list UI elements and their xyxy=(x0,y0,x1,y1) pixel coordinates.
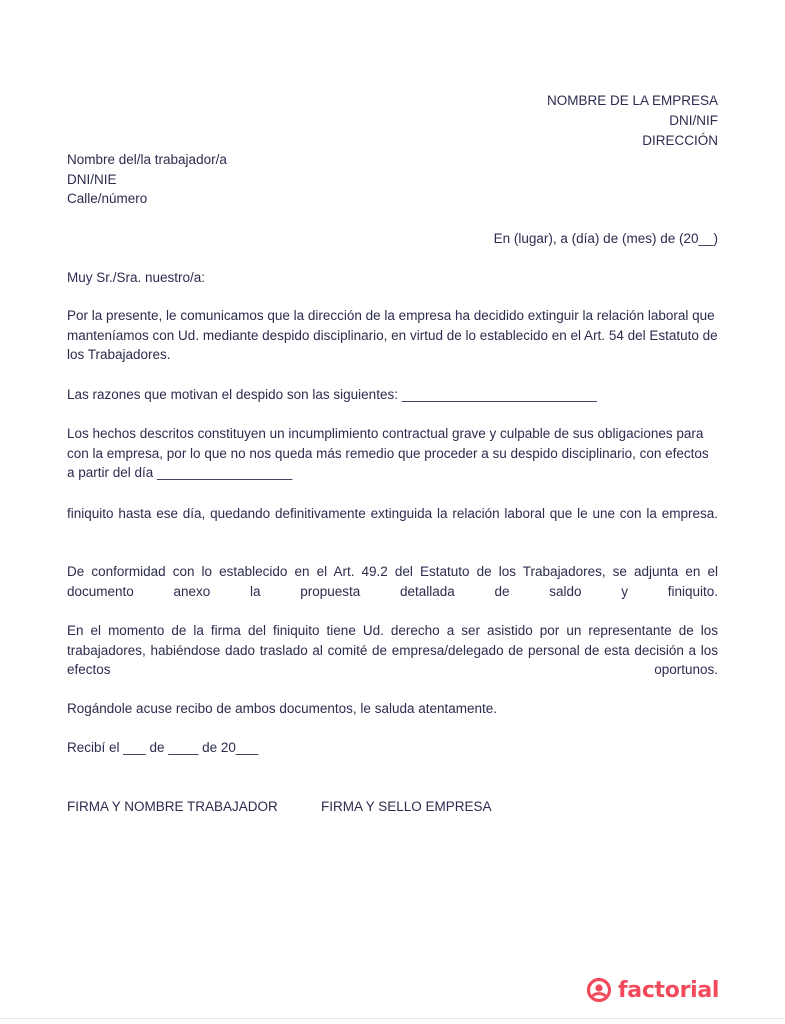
salutation: Muy Sr./Sra. nuestro/a: xyxy=(67,270,206,285)
worker-name: Nombre del/la trabajador/a xyxy=(67,152,227,167)
paragraph-reasons: Las razones que motivan el despido son las siguientes: __________________________ xyxy=(67,387,597,402)
company-address: DIRECCIÓN xyxy=(642,133,718,148)
paragraph-facts: Los hechos descritos constituyen un incumplimiento contractual grave y culpable de sus obligaciones para con la empresa, por lo que no nos queda más remedio que proceder a su despido disciplinario, con efectos a partir del día __________________ xyxy=(67,426,709,480)
paragraph-dismissal-notice: Por la presente, le comunicamos que la dirección de la empresa ha decidido extinguir la relación laboral que manteníamos con Ud. mediante despido disciplinario, en virtud de lo establecido en el Art. 54 del Estatuto de los Trabajadores. xyxy=(67,308,718,362)
factorial-logo-icon xyxy=(586,977,612,1003)
paragraph-representative: En el momento de la firma del finiquito tiene Ud. derecho a ser asistido por un representante de los trabajadores, habiéndose dado traslado al comité de empresa/delegado de personal de esta decisión a los efectos oportunos. xyxy=(67,623,718,677)
worker-street: Calle/número xyxy=(67,191,148,206)
receipt-line: Recibí el ___ de ____ de 20___ xyxy=(67,740,259,755)
bottom-divider xyxy=(0,1018,785,1019)
factorial-logo-text: factorial xyxy=(618,977,720,1003)
worker-id: DNI/NIE xyxy=(67,172,117,187)
company-id: DNI/NIF xyxy=(669,113,718,128)
company-name: NOMBRE DE LA EMPRESA xyxy=(546,93,718,108)
paragraph-annex: De conformidad con lo establecido en el Art. 49.2 del Estatuto de los Trabajadores, se adjunta en el documento anexo la propuesta detallada de saldo y finiquito. xyxy=(67,564,718,599)
factorial-logo xyxy=(586,974,719,1006)
date-line: En (lugar), a (día) de (mes) de (20__) xyxy=(493,231,718,246)
signature-company: FIRMA Y SELLO EMPRESA xyxy=(321,799,492,814)
signature-worker: FIRMA Y NOMBRE TRABAJADOR xyxy=(67,799,278,814)
paragraph-settlement: finiquito hasta ese día, quedando definitivamente extinguida la relación laboral que le une con la empresa. xyxy=(67,506,718,521)
paragraph-closing: Rogándole acuse recibo de ambos documentos, le saluda atentamente. xyxy=(67,701,498,716)
